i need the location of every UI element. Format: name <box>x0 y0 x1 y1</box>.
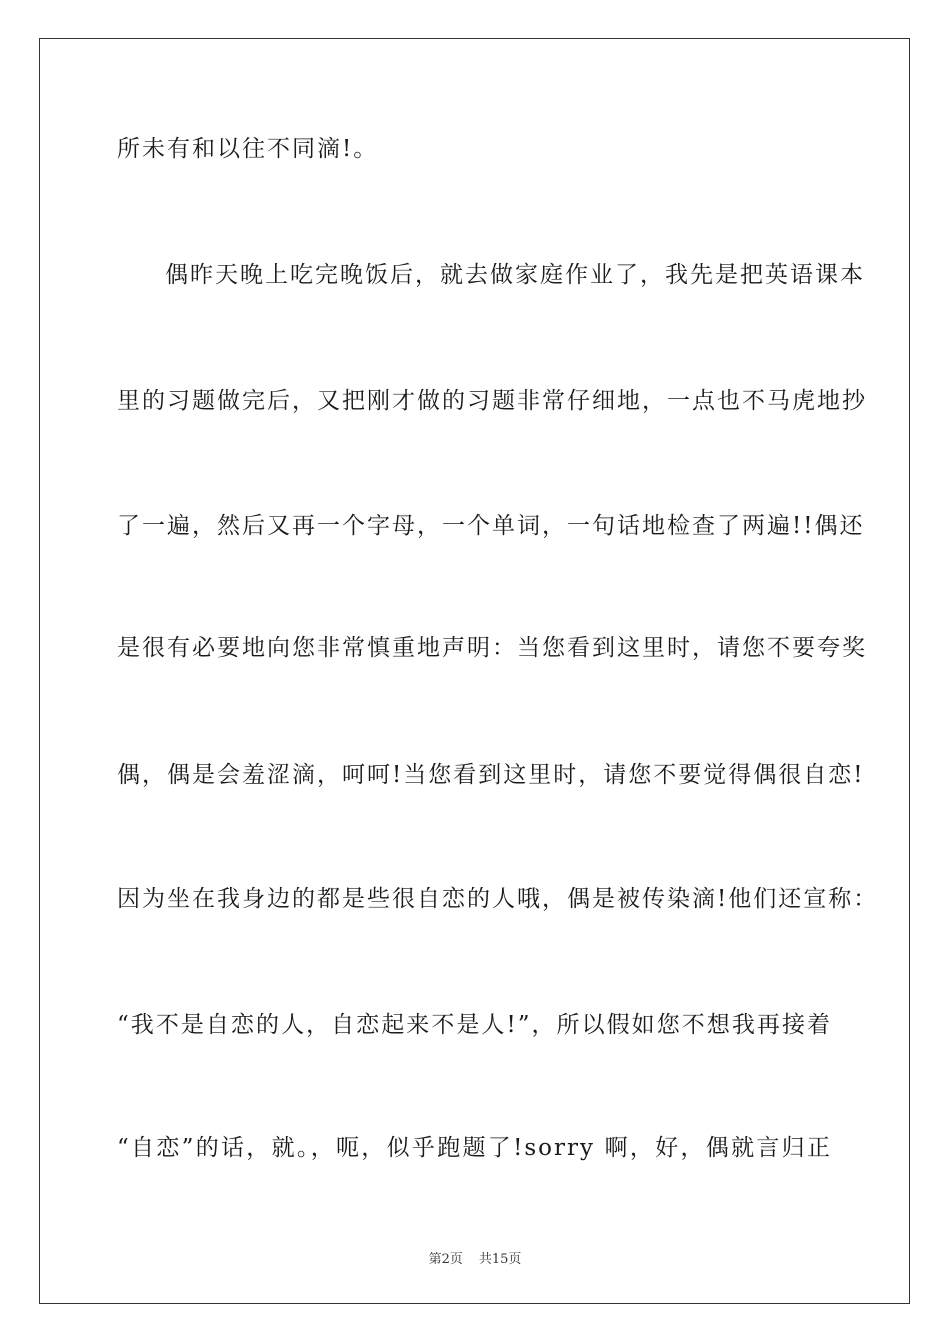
page-number: 第2页 <box>428 1252 463 1267</box>
text-line-4: 了一遍，然后又再一个字母，一个单词，一句话地检查了两遍!!偶还 <box>117 513 865 539</box>
text-line-3: 里的习题做完后，又把刚才做的习题非常仔细地，一点也不马虎地抄 <box>117 388 867 414</box>
text-line-2: 偶昨天晚上吃完晚饭后，就去做家庭作业了，我先是把英语课本 <box>165 262 865 288</box>
page-total: 共15页 <box>478 1252 522 1267</box>
text-line-1: 所未有和以往不同滴!。 <box>117 136 379 162</box>
page-border <box>39 38 910 1304</box>
text-line-9: “自恋”的话，就。，呃，似乎跑题了!sorry 啊，好，偶就言归正 <box>117 1135 832 1161</box>
text-line-6: 偶，偶是会羞涩滴，呵呵!当您看到这里时，请您不要觉得偶很自恋! <box>117 762 865 788</box>
text-line-5: 是很有必要地向您非常慎重地声明：当您看到这里时，请您不要夸奖 <box>117 635 867 661</box>
page-footer <box>0 1248 950 1267</box>
text-line-7: 因为坐在我身边的都是些很自恋的人哦，偶是被传染滴!他们还宣称： <box>117 886 879 912</box>
text-line-8: “我不是自恋的人，自恋起来不是人!”，所以假如您不想我再接着 <box>117 1012 832 1038</box>
